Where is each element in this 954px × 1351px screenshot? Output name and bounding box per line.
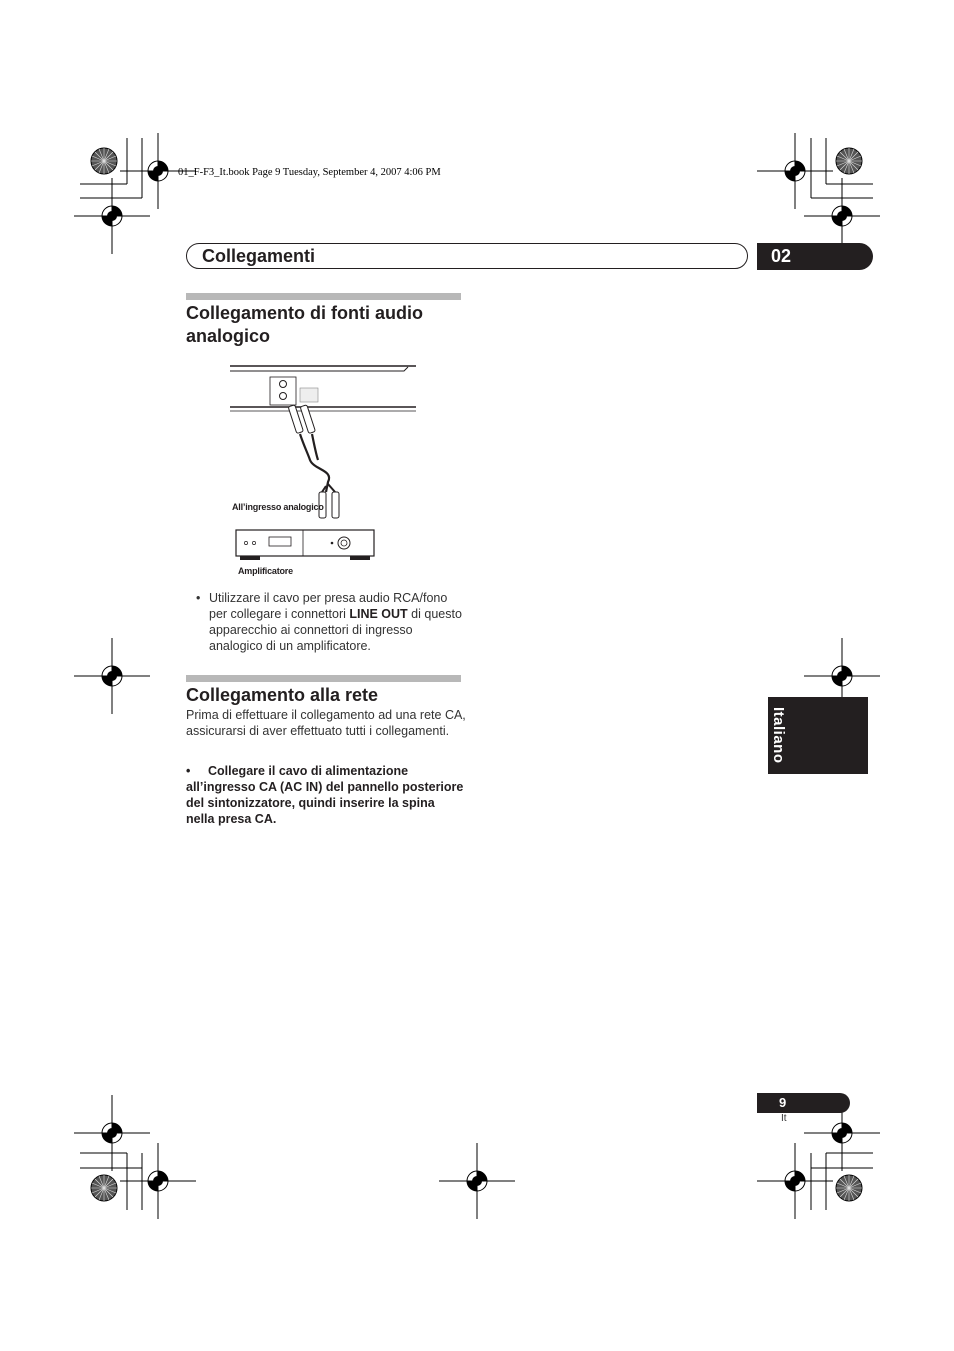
- line-out-label: LINE OUT: [349, 607, 408, 621]
- bullet-symbol: •: [196, 591, 201, 605]
- connection-bullet: [196, 590, 466, 654]
- language-tab: [768, 697, 868, 774]
- page-number: 9: [757, 1093, 850, 1113]
- chapter-title: Collegamenti: [202, 246, 316, 266]
- section-rule: [186, 293, 461, 300]
- bullet-text-before: Utilizzare il cavo per presa audio RCA/fono per collegare i connettori: [209, 591, 448, 621]
- chapter-number: 02: [757, 243, 873, 270]
- analog-input-label: All’ingresso analogico: [232, 502, 324, 512]
- section-title: Collegamento alla rete: [186, 685, 379, 705]
- page-language-code: It: [781, 1113, 787, 1124]
- bullet-symbol: •: [186, 764, 191, 778]
- print-info: 01_F-F3_It.book Page 9 Tuesday, September 4, 2007 4:06 PM: [178, 167, 441, 178]
- section-title: Collegamento di fonti audio analogico: [186, 303, 423, 346]
- bullet-text-after: di questo apparecchio ai connettori di ingresso analogico di un amplificatore.: [209, 607, 462, 653]
- connection-diagram: [228, 362, 420, 584]
- language-label: Italiano: [770, 707, 787, 764]
- instruction-step: [186, 763, 466, 827]
- section-intro: Prima di effettuare il collegamento ad una rete CA, assicurarsi di aver effettuato tutti i collegamenti.: [186, 708, 466, 738]
- section-rule: [186, 675, 461, 682]
- instruction-text: Collegare il cavo di alimentazione all’ingresso CA (AC IN) del pannello posteriore del sintonizzatore, quindi inserire la spina nella presa CA.: [186, 764, 464, 826]
- amplifier-label: Amplificatore: [238, 566, 293, 576]
